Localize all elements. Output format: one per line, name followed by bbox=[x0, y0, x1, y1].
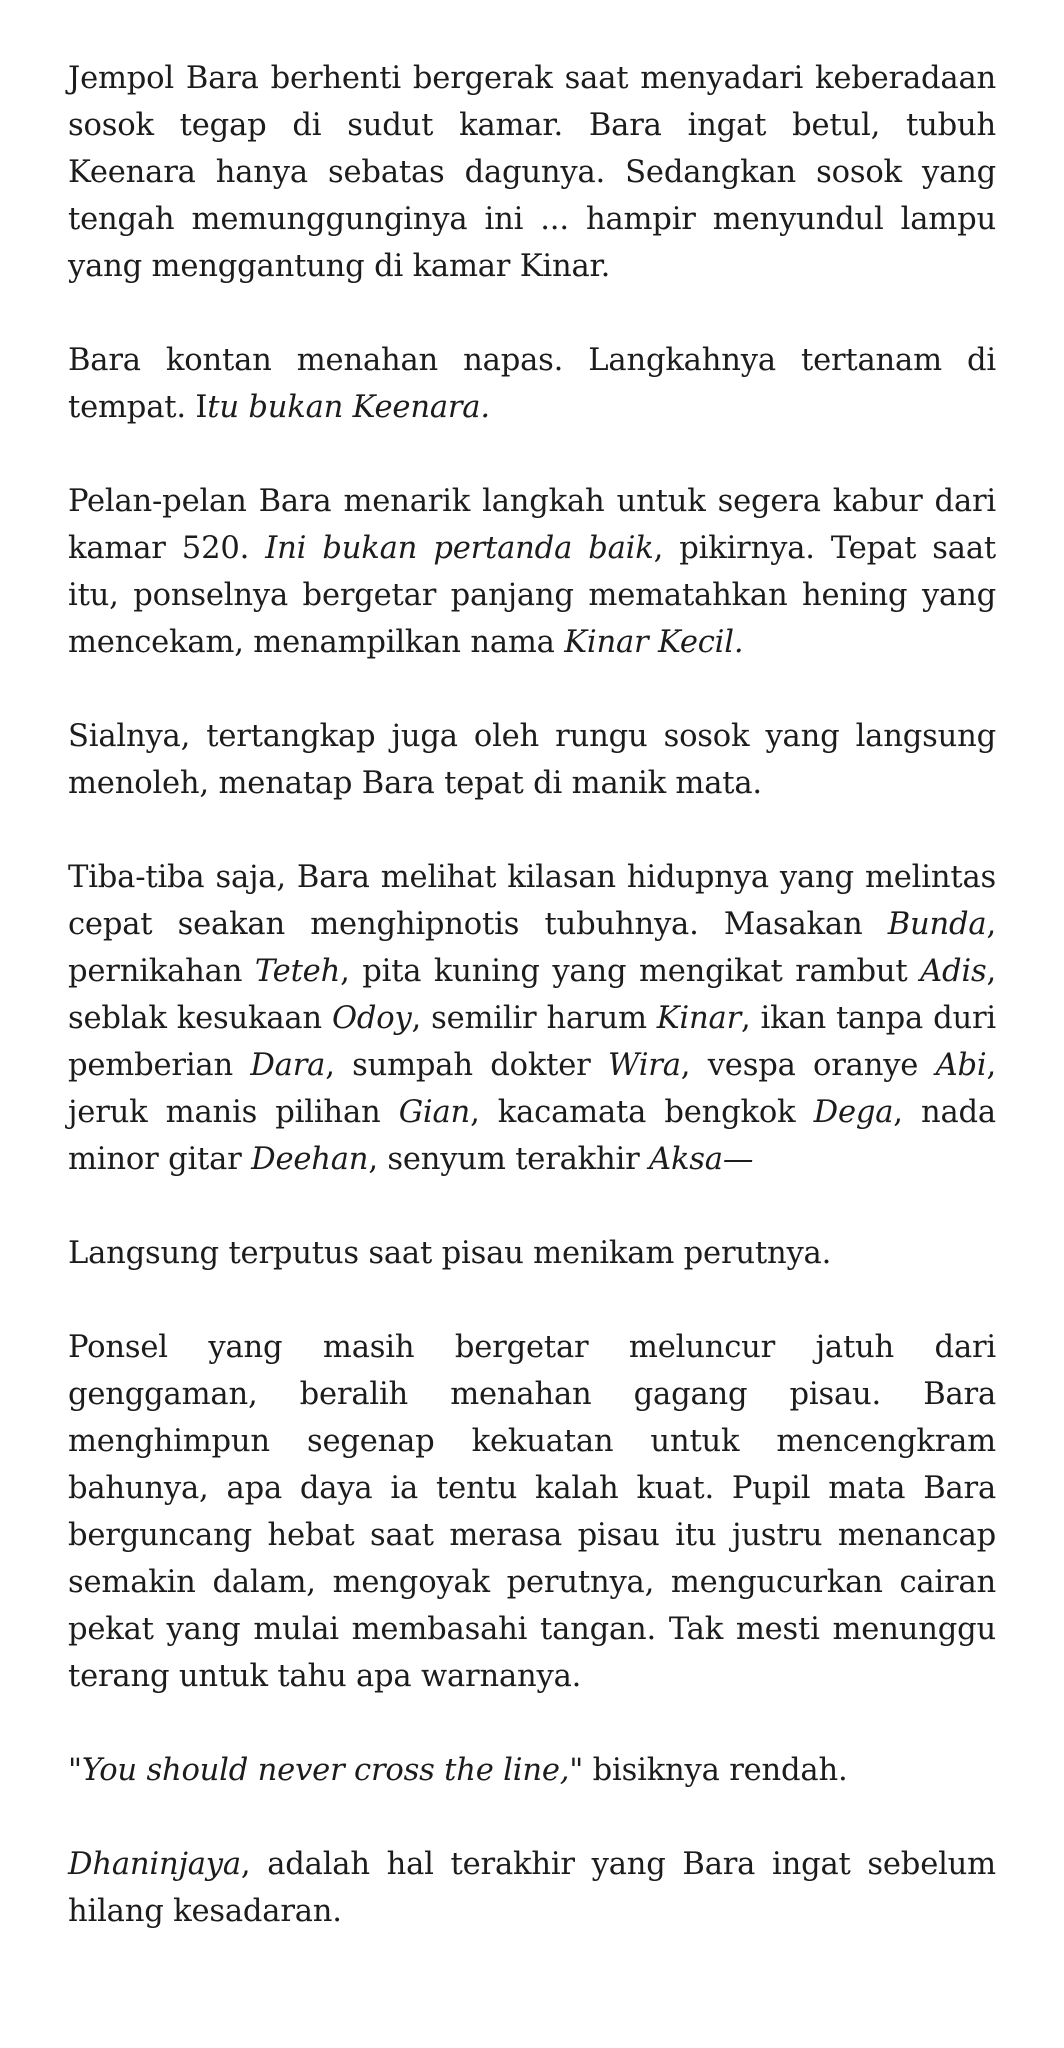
text-run: bisiknya rendah. bbox=[583, 1753, 848, 1788]
text-run: Langsung terputus saat pisau menikam perutnya. bbox=[68, 1236, 832, 1271]
text-run: , kacamata bengkok bbox=[470, 1095, 814, 1130]
text-run: , jeruk manis pilihan bbox=[68, 1048, 996, 1130]
paragraph-4 bbox=[68, 713, 996, 807]
paragraph-9 bbox=[68, 1841, 996, 1935]
text-run-italic: Adis bbox=[920, 954, 987, 989]
text-run-italic: Teteh bbox=[254, 954, 341, 989]
text-run: , adalah hal terakhir yang Bara ingat sebelum hilang kesadaran. bbox=[68, 1847, 996, 1929]
paragraph-5 bbox=[68, 854, 996, 1183]
text-run: , vespa oranye bbox=[680, 1048, 936, 1083]
text-run: Jempol Bara berhenti bergerak saat menyadari keberadaan sosok tegap di sudut kamar. Bara ingat betul, tubuh Keenara hanya sebatas dagunya. Sedangkan sosok yang tengah memunggunginya ini ... hampir menyundul lampu yang menggantung di kamar Kinar. bbox=[68, 61, 996, 284]
paragraph-7 bbox=[68, 1324, 996, 1700]
text-run-italic: Gian bbox=[398, 1095, 471, 1130]
text-run-italic: Ini bukan pertanda baik bbox=[265, 531, 654, 566]
text-run: , ikan tanpa duri pemberian bbox=[68, 1001, 996, 1083]
text-run: , pita kuning yang mengikat rambut bbox=[340, 954, 921, 989]
text-run-italic: tu bukan Keenara. bbox=[207, 390, 490, 425]
text-run: , nada minor gitar bbox=[68, 1095, 996, 1177]
paragraph-6 bbox=[68, 1230, 996, 1277]
text-run-italic: Bunda bbox=[887, 907, 987, 942]
text-run-italic: Dhaninjaya bbox=[68, 1847, 241, 1882]
text-run: Sialnya, tertangkap juga oleh rungu sosok yang langsung menoleh, menatap Bara tepat di manik mata. bbox=[68, 719, 996, 801]
text-run: , semilir harum bbox=[411, 1001, 657, 1036]
story-text bbox=[68, 0, 996, 1982]
text-run-italic: Dara bbox=[250, 1048, 326, 1083]
paragraph-2 bbox=[68, 337, 996, 431]
text-run: Ponsel yang masih bergetar meluncur jatuh dari genggaman, beralih menahan gagang pisau. Bara menghimpun segenap kekuatan untuk mencengkram bahunya, apa daya ia tentu kalah kuat. Pupil mata Bara berguncang hebat saat merasa pisau itu justru menancap semakin dalam, mengoyak perutnya, mengucurkan cairan pekat yang mulai membasahi tangan. Tak mesti menunggu terang untuk tahu apa warnanya. bbox=[68, 1330, 996, 1694]
paragraph-3 bbox=[68, 478, 996, 666]
text-run: , pikirnya. Tepat saat itu, ponselnya bergetar panjang mematahkan hening yang mencekam, menampilkan nama bbox=[68, 531, 996, 660]
paragraph-8 bbox=[68, 1747, 996, 1794]
text-run: Tiba-tiba saja, Bara melihat kilasan hidupnya yang melintas cepat seakan menghipnotis tubuhnya. Masakan bbox=[68, 860, 996, 942]
text-run: , senyum terakhir bbox=[368, 1142, 650, 1177]
paragraph-1 bbox=[68, 55, 996, 290]
text-run: , pernikahan bbox=[68, 907, 996, 989]
text-run-italic: Wira bbox=[608, 1048, 681, 1083]
text-run: , sumpah dokter bbox=[325, 1048, 609, 1083]
text-run-italic: Aksa— bbox=[649, 1142, 754, 1177]
text-run: Bara kontan menahan napas. Langkahnya tertanam di tempat. I bbox=[68, 343, 996, 425]
text-run-italic: Dega bbox=[813, 1095, 894, 1130]
text-run: Pelan-pelan Bara menarik langkah untuk segera kabur dari kamar 520. bbox=[68, 484, 996, 566]
text-run-italic: Deehan bbox=[251, 1142, 369, 1177]
text-run-italic: Kinar Kecil. bbox=[564, 625, 744, 660]
text-run-italic: Odoy bbox=[331, 1001, 412, 1036]
text-run-italic: Kinar bbox=[656, 1001, 741, 1036]
text-run-italic: Abi bbox=[935, 1048, 987, 1083]
text-run: , seblak kesukaan bbox=[68, 954, 996, 1036]
text-run-italic: "You should never cross the line," bbox=[68, 1753, 584, 1788]
